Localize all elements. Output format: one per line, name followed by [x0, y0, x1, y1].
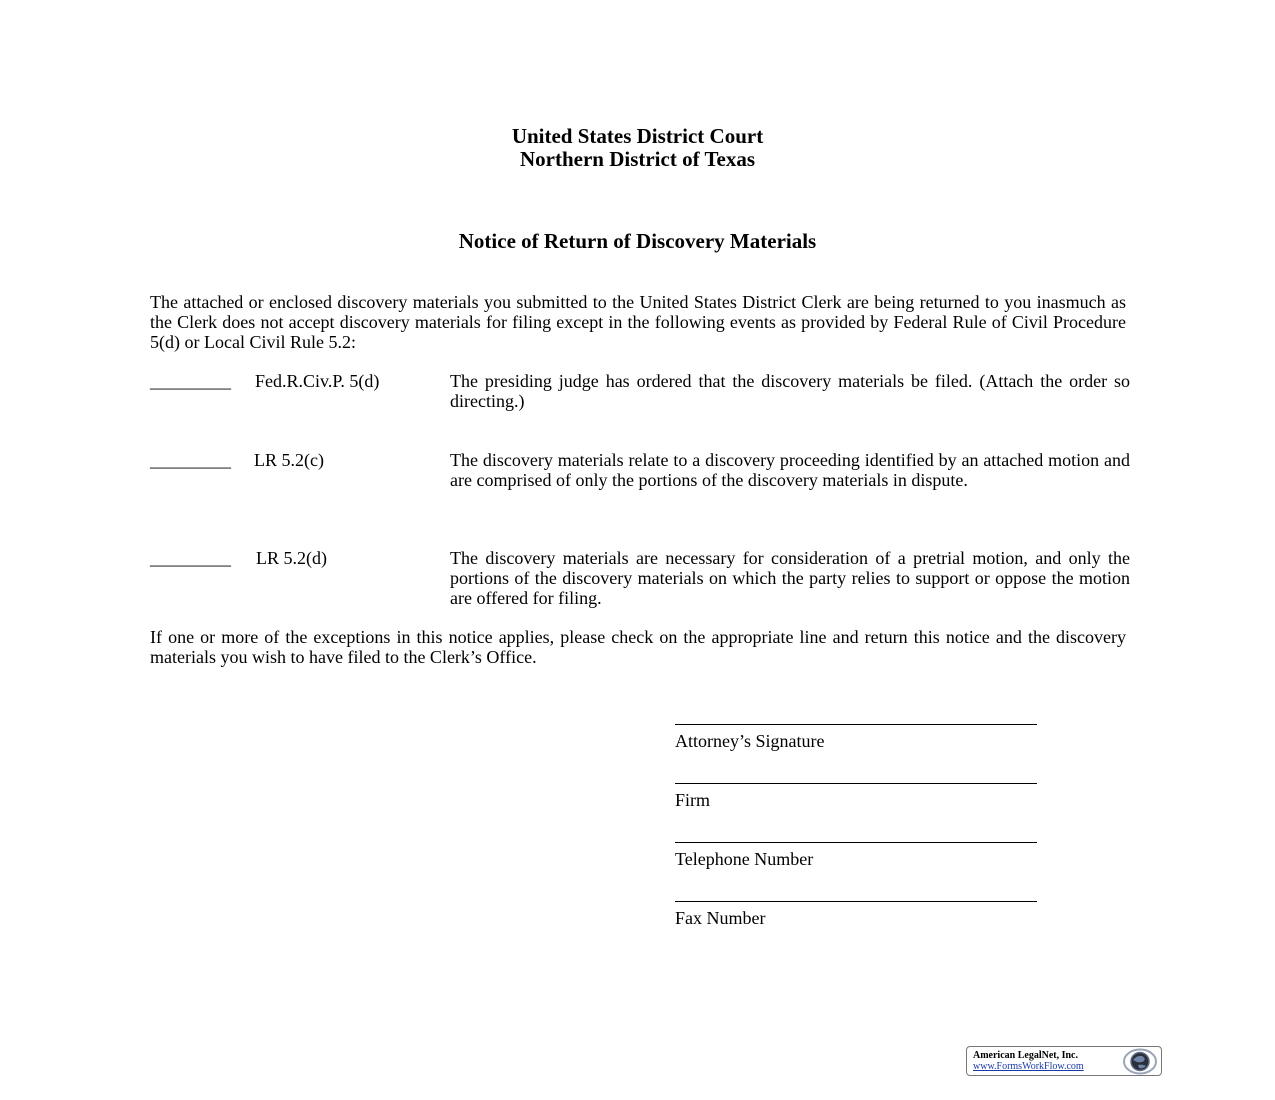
checkbox-line[interactable]: _________ [150, 450, 231, 470]
rule-description: The presiding judge has ordered that the discovery materials be filed. (Attach the order so directing.) [450, 371, 1130, 411]
checkbox-line[interactable]: _________ [150, 548, 231, 568]
closing-paragraph: If one or more of the exceptions in this notice applies, please check on the appropriate line and return this notice and the discovery materials you wish to have filed to the Clerk’s Office. [150, 627, 1126, 667]
field-label: Attorney’s Signature [675, 731, 825, 751]
rule-code: Fed.R.Civ.P. 5(d) [255, 371, 380, 391]
footer-logo [966, 1046, 1162, 1076]
rule-description: The discovery materials relate to a discovery proceeding identified by an attached motion and are comprised of only the portions of the discovery materials in dispute. [450, 450, 1130, 490]
rule-code: LR 5.2(c) [254, 450, 324, 470]
signature-line[interactable] [675, 765, 1037, 784]
rule-description: The discovery materials are necessary for consideration of a pretrial motion, and only the portions of the discovery materials on which the party relies to support or oppose the motion are offered for filing. [450, 548, 1130, 608]
fax-field [675, 883, 1040, 928]
field-label: Fax Number [675, 908, 766, 928]
intro-paragraph: The attached or enclosed discovery materials you submitted to the United States District Clerk are being returned to you inasmuch as the Clerk does not accept discovery materials for filing except in the following events as provided by Federal Rule of Civil Procedure 5(d) or Local Civil Rule 5.2: [150, 292, 1126, 352]
firm-field [675, 765, 1040, 810]
court-name: United States District Court [511, 124, 764, 148]
field-label: Telephone Number [675, 849, 814, 869]
company-name: American LegalNet, Inc. [973, 1050, 1078, 1061]
checkbox-line[interactable]: _________ [150, 371, 231, 391]
rule-code: LR 5.2(d) [256, 548, 327, 568]
globe-icon [1122, 1048, 1158, 1075]
district-name: Northern District of Texas [519, 147, 756, 171]
telephone-field [675, 824, 1040, 869]
page-title: Notice of Return of Discovery Materials [458, 229, 817, 253]
field-label: Firm [675, 790, 711, 810]
attorney-signature-field [675, 706, 1040, 751]
signature-line[interactable] [675, 706, 1037, 725]
signature-line[interactable] [675, 824, 1037, 843]
company-url-link[interactable]: www.FormsWorkFlow.com [973, 1061, 1084, 1072]
signature-line[interactable] [675, 883, 1037, 902]
